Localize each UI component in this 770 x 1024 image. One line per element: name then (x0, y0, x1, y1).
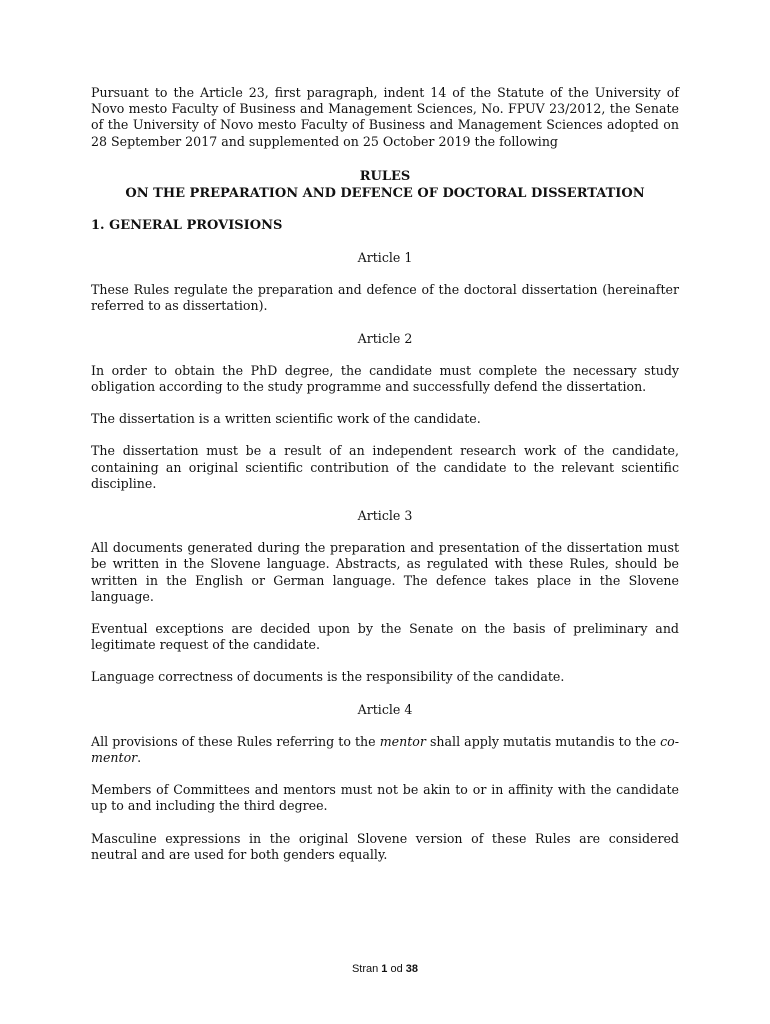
article-paragraph: Members of Committees and mentors must not be akin to or in affinity with the candidate up to and including the third degree. (91, 782, 679, 814)
page-footer (0, 963, 770, 975)
emphasis-mentor: mentor (379, 733, 426, 749)
article-paragraph: Language correctness of documents is the responsibility of the candidate. (91, 669, 565, 685)
article-paragraph: Masculine expressions in the original Slovene version of these Rules are considered neutral and are used for both genders equally. (91, 830, 679, 862)
title-line-1: RULES (359, 168, 411, 184)
article-paragraph: These Rules regulate the preparation and defence of the doctoral dissertation (hereinafter referred to as dissertation). (91, 282, 679, 314)
article-heading: Article 2 (357, 330, 413, 346)
footer-middle: od (390, 963, 403, 975)
article-paragraph: Eventual exceptions are decided upon by the Senate on the basis of preliminary and legitimate request of the candidate. (91, 621, 679, 653)
article-heading: Article 3 (357, 508, 413, 524)
footer-prefix: Stran (351, 963, 379, 975)
intro-paragraph: Pursuant to the Article 23, first paragraph, indent 14 of the Statute of the University of Novo mesto Faculty of Business and Management Sciences, No. FPUV 23/2012, the Senate of the University of Novo mesto Faculty of Business and Management Sciences adopted on 28 September 2017 and supplemented on 25 October 2019 the following (91, 85, 679, 149)
article-paragraph: The dissertation is a written scientific work of the candidate. (91, 411, 481, 427)
section-heading: 1. GENERAL PROVISIONS (91, 217, 283, 233)
document-page (91, 85, 679, 879)
article-paragraph: The dissertation must be a result of an independent research work of the candidate, containing an original scientific contribution of the candidate to the relevant scientific discipline. (91, 443, 679, 491)
article-paragraph: All documents generated during the preparation and presentation of the dissertation must be written in the Slovene language. Abstracts, as regulated with these Rules, should be written in the English or German language. The defence takes place in the Slovene language. (91, 540, 679, 604)
article-heading: Article 1 (357, 250, 413, 266)
document-title (91, 168, 679, 202)
article-heading: Article 4 (357, 701, 413, 717)
footer-page-number: 1 (381, 963, 388, 975)
text-run: All provisions of these Rules referring to the (91, 733, 380, 749)
article-paragraph: In order to obtain the PhD degree, the candidate must complete the necessary study obligation according to the study programme and successfully defend the dissertation. (91, 362, 679, 395)
text-run: shall apply mutatis mutandis to the (425, 733, 661, 749)
footer-total-pages: 38 (405, 963, 419, 975)
emphasis-co-mentor: co-mentor (91, 733, 679, 766)
article-paragraph (91, 734, 679, 766)
text-run: . (137, 750, 142, 766)
title-line-2: ON THE PREPARATION AND DEFENCE OF DOCTORAL DISSERTATION (125, 185, 645, 201)
